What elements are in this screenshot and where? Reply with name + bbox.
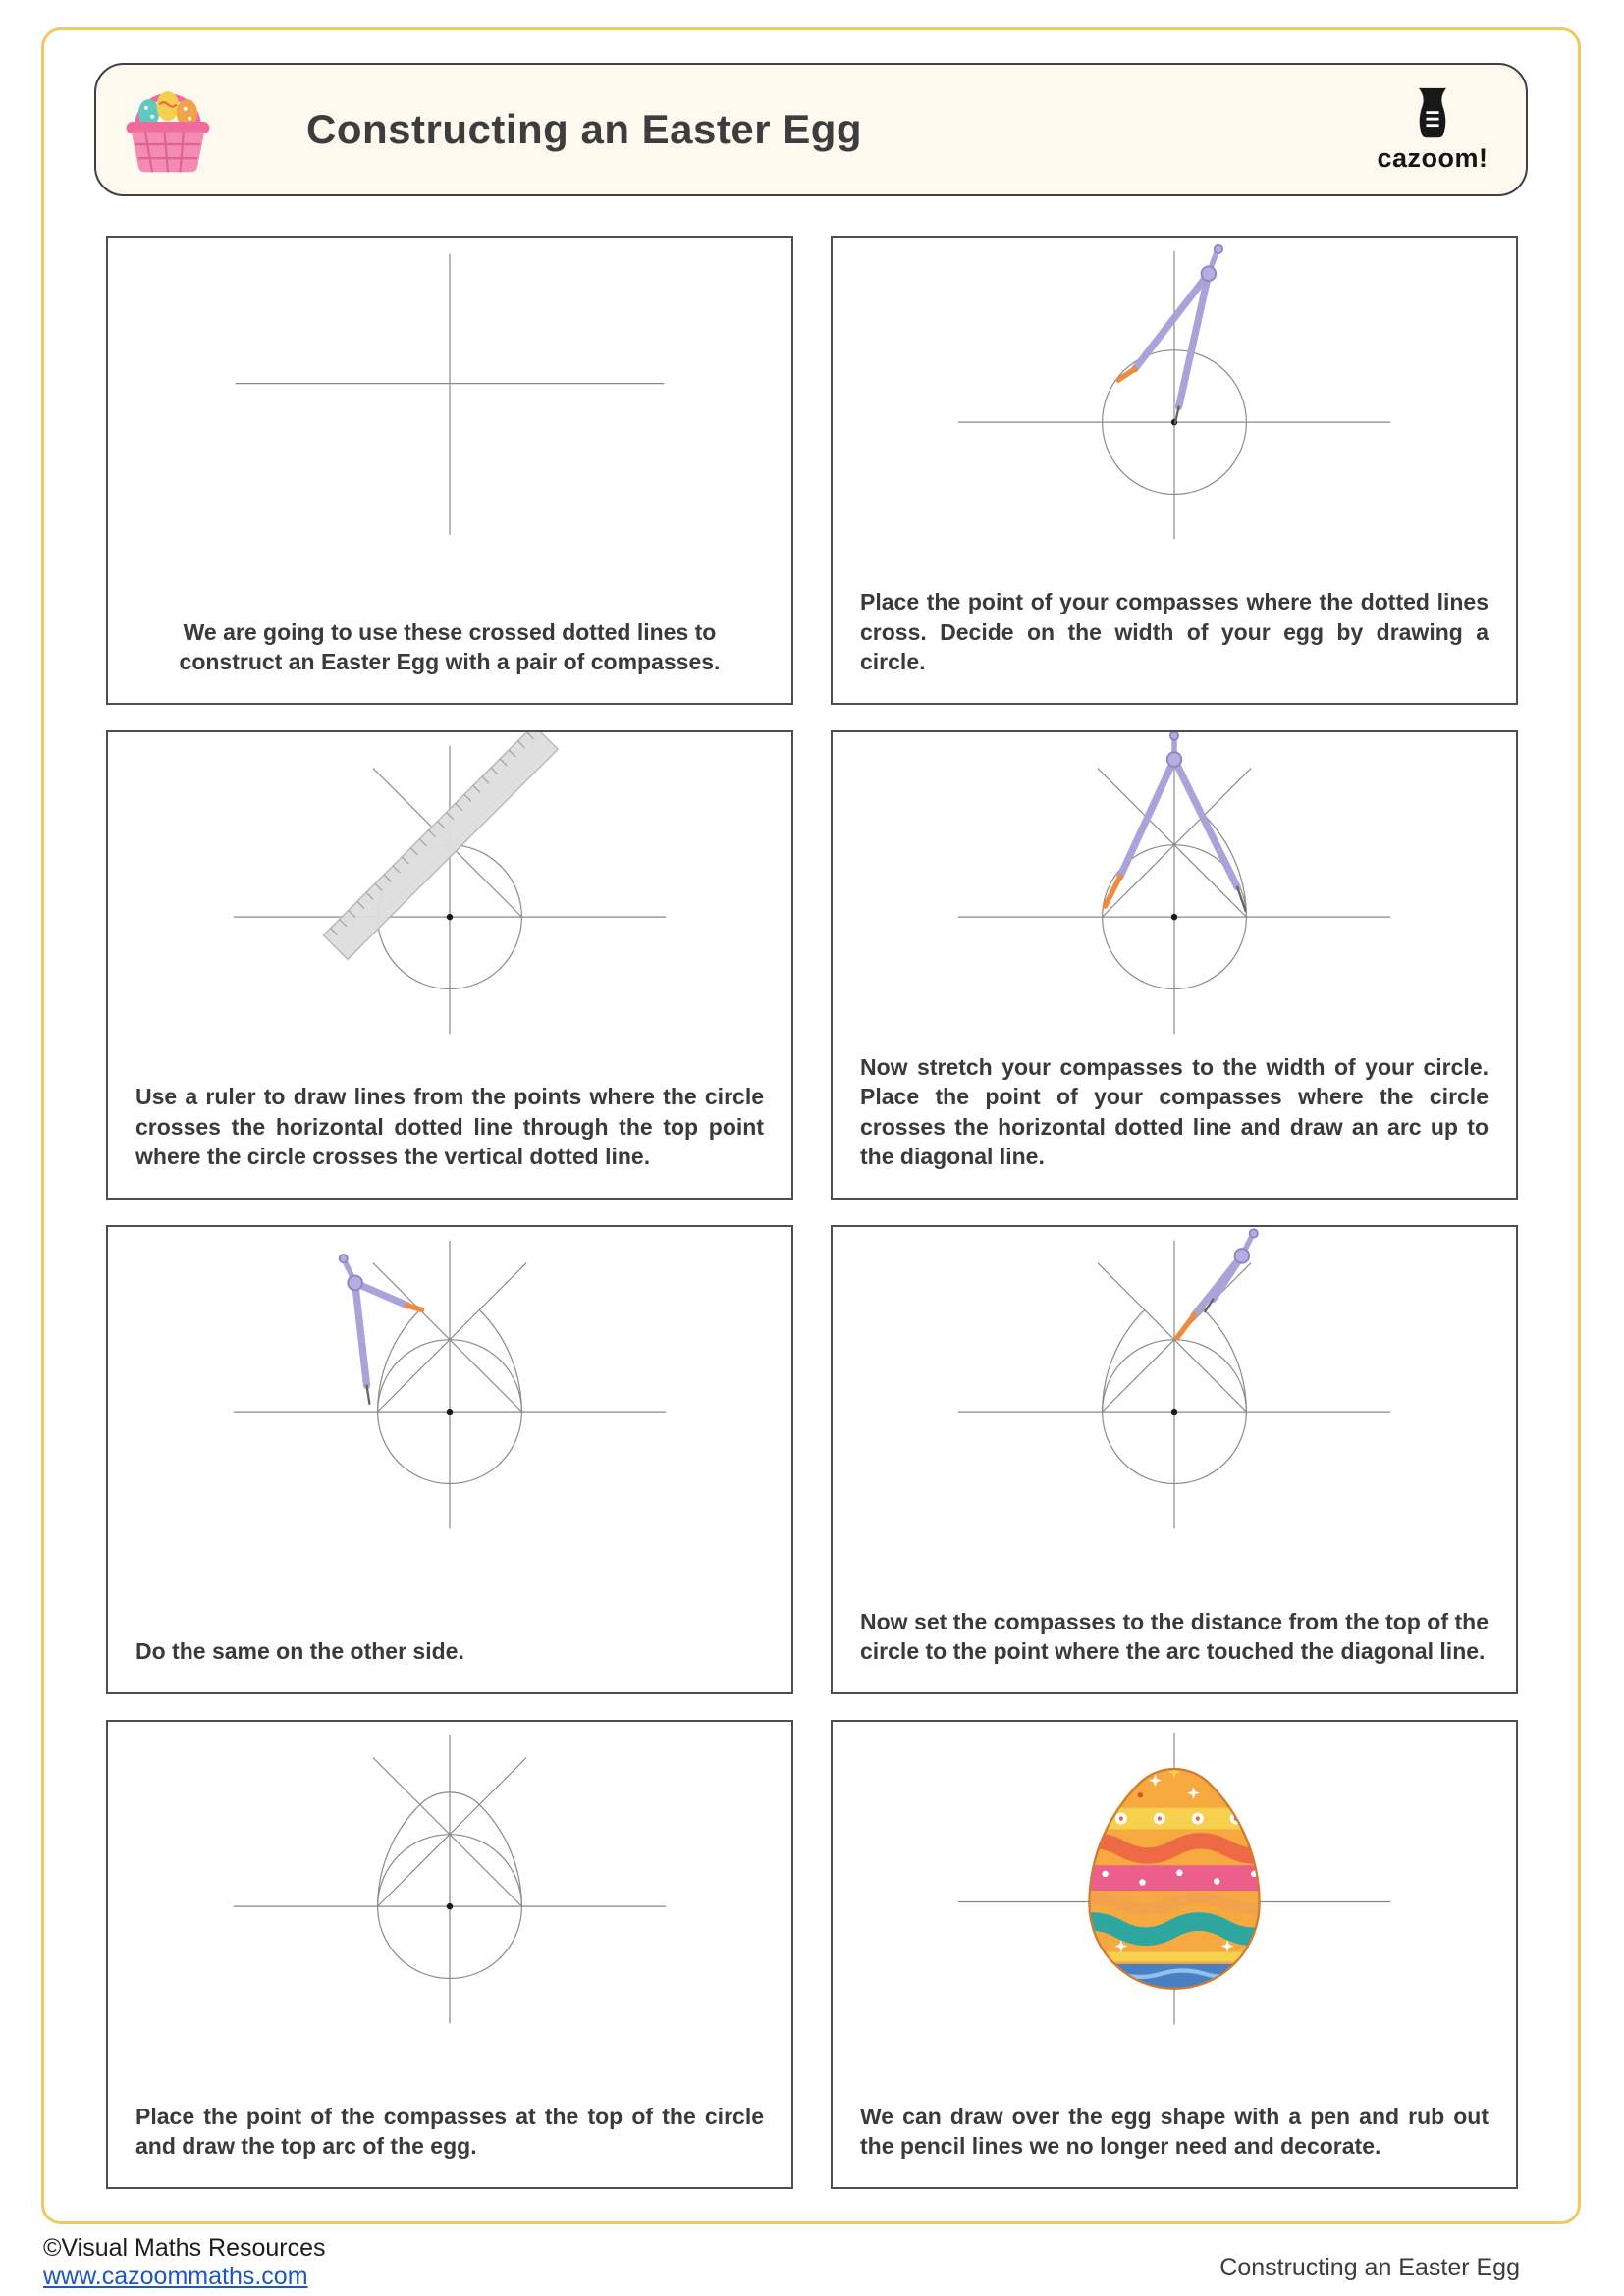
step-caption-8: We can draw over the egg shape with a pen and rub out the pencil lines we no longer need and decorate.	[860, 2103, 1489, 2160]
page-title: Constructing an Easter Egg	[306, 106, 863, 152]
compass-icon	[1118, 245, 1222, 423]
step-5-diagram	[108, 1227, 791, 1533]
step-panel-2	[831, 236, 1518, 705]
cazoom-logo-icon	[1412, 86, 1453, 141]
panels-grid	[106, 236, 1518, 2189]
step-panel-8	[831, 1720, 1518, 2189]
step-4-diagram	[833, 732, 1516, 1039]
footer-left	[43, 2234, 326, 2291]
website-link[interactable]: www.cazoommaths.com	[43, 2263, 308, 2290]
step-caption-3: Use a ruler to draw lines from the points where the circle crosses the horizontal dotted line through the top point where the circle crosses the vertical dotted line.	[135, 1084, 764, 1170]
step-caption-1: We are going to use these crossed dotted lines to construct an Easter Egg with a pair of compasses.	[179, 618, 721, 675]
step-caption-2: Place the point of your compasses where the dotted lines cross. Decide on the width of your egg by drawing a circle.	[860, 589, 1489, 675]
step-8-diagram	[833, 1722, 1516, 2028]
easter-basket-icon	[116, 80, 220, 179]
step-panel-7	[106, 1720, 793, 2189]
worksheet-header	[94, 63, 1528, 196]
decorated-egg-illustration	[1066, 1765, 1289, 1988]
step-caption-4: Now stretch your compasses to the width of your circle. Place the point of your compasses where the circle crosses the horizontal dotted line and draw an arc up to the diagonal line.	[860, 1053, 1489, 1170]
compass-icon	[1105, 732, 1245, 911]
step-panel-1	[106, 236, 793, 705]
step-caption-6: Now set the compasses to the distance from the top of the circle to the point where the arc touched the diagonal line.	[860, 1608, 1489, 1665]
step-2-diagram	[833, 238, 1516, 544]
step-caption-7: Place the point of the compasses at the top of the circle and draw the top arc of the egg.	[135, 2103, 764, 2160]
step-panel-6	[831, 1225, 1518, 1694]
step-caption-5: Do the same on the other side.	[135, 1638, 464, 1665]
ruler-icon	[323, 732, 558, 959]
step-3-diagram	[108, 732, 791, 1039]
compass-icon	[1177, 1229, 1258, 1338]
step-7-diagram	[108, 1722, 791, 2028]
step-panel-3	[106, 730, 793, 1200]
footer-doc-title: Constructing an Easter Egg	[1219, 2254, 1520, 2281]
copyright-text: ©Visual Maths Resources	[43, 2234, 326, 2262]
step-panel-4	[831, 730, 1518, 1200]
step-1-diagram	[108, 238, 791, 544]
step-6-diagram	[833, 1227, 1516, 1533]
brand-name: cazoom!	[1377, 142, 1489, 173]
step-panel-5	[106, 1225, 793, 1694]
brand-logo	[1369, 65, 1496, 194]
